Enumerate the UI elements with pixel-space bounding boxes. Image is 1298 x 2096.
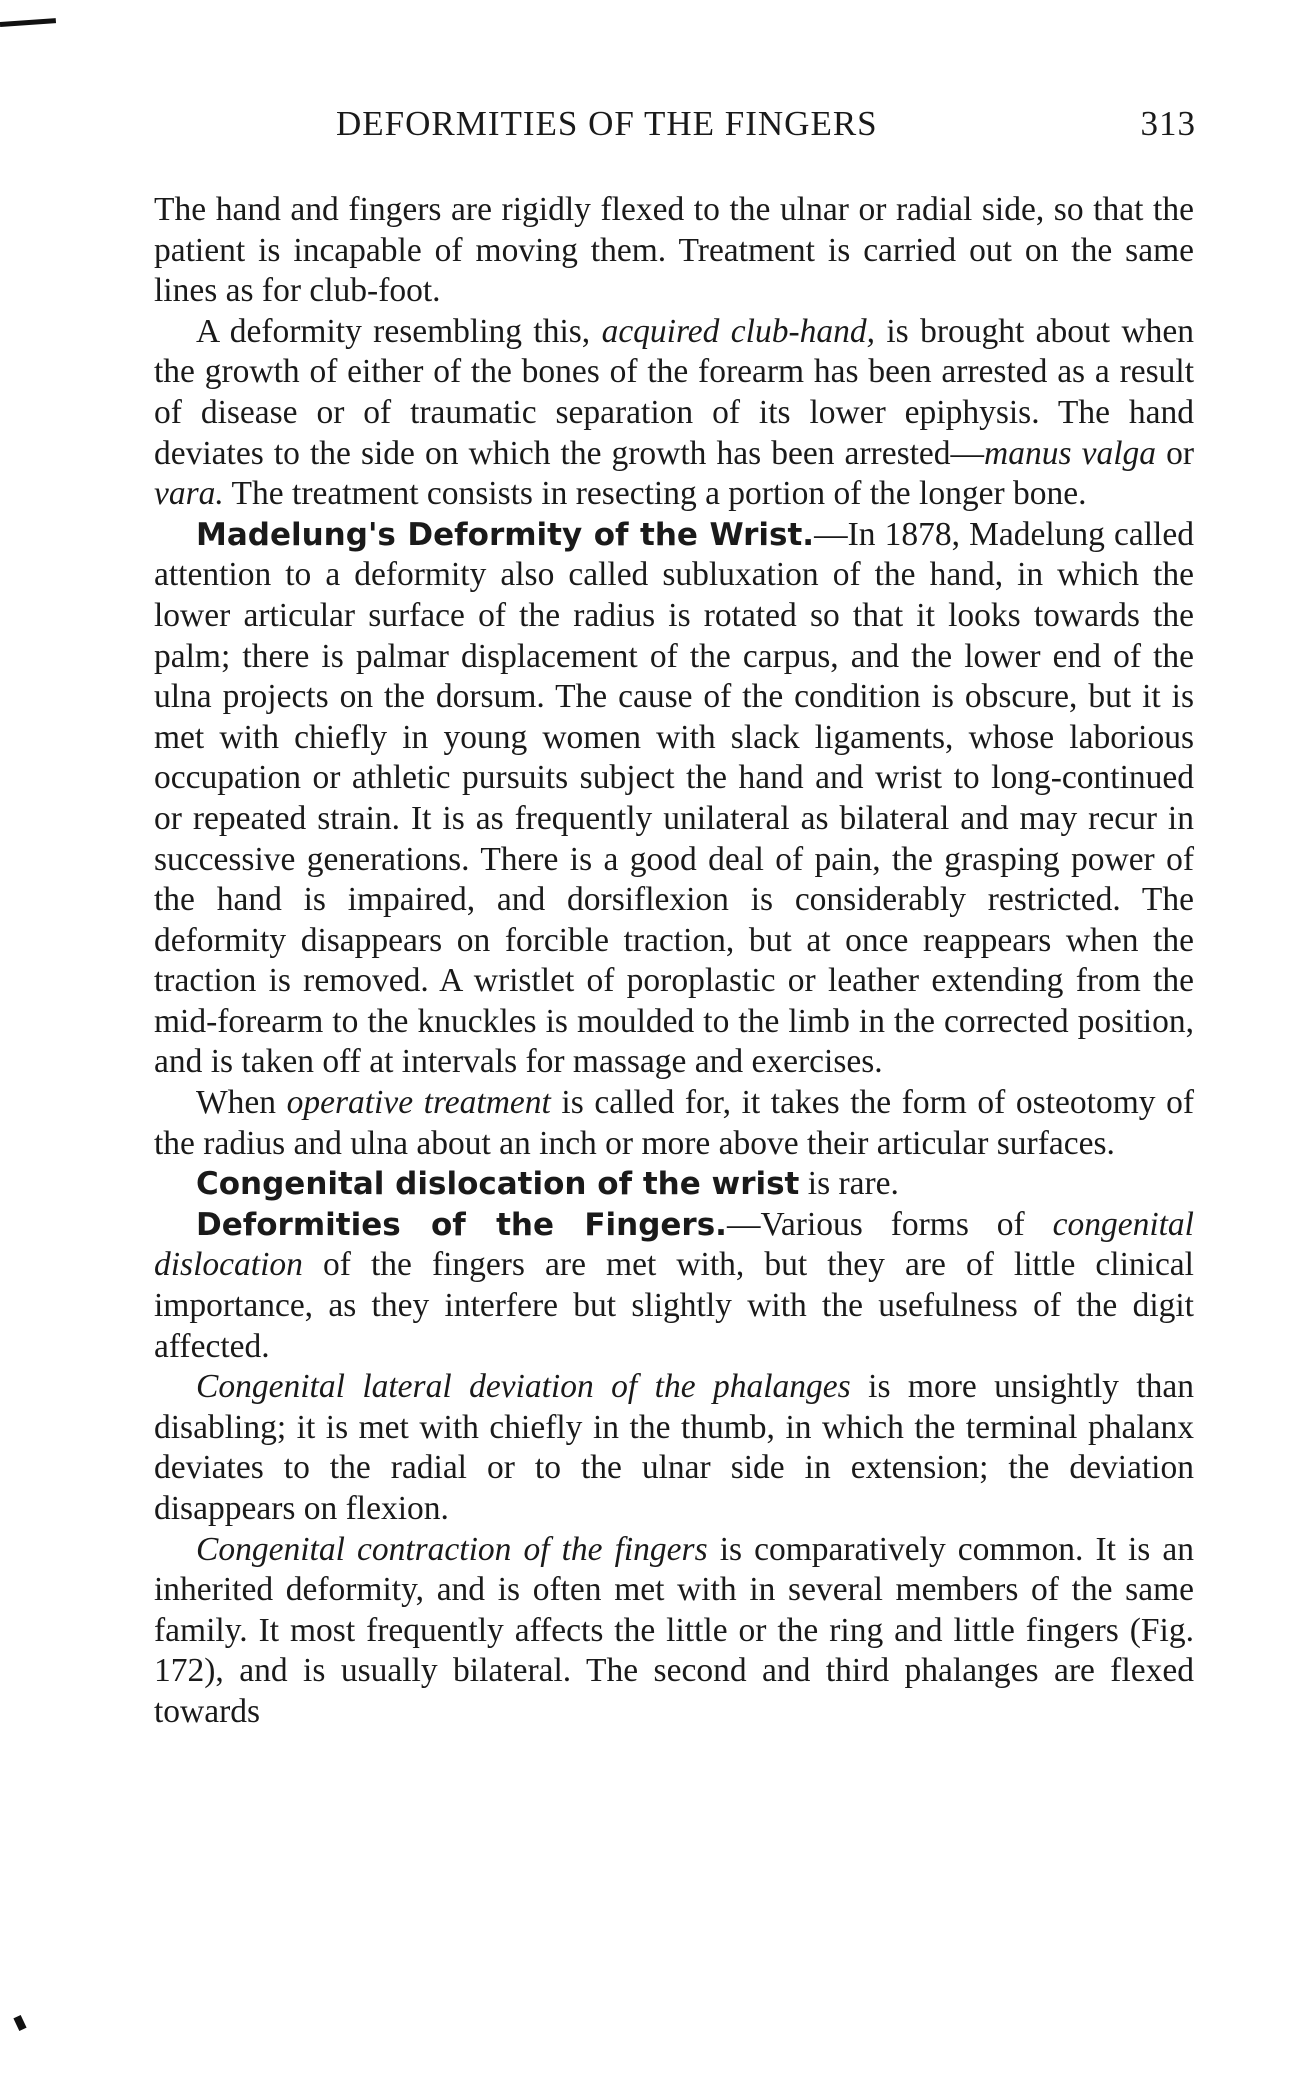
- section-heading: Deformities of the Fingers.: [196, 1206, 727, 1243]
- paragraph: [154, 515, 1194, 1083]
- italic-term: Congenital contraction of the fingers: [196, 1530, 708, 1568]
- paragraph-text: or: [1156, 434, 1195, 472]
- italic-term: operative treatment: [286, 1084, 551, 1122]
- paragraph: [154, 1083, 1194, 1164]
- scan-edge-mark: [13, 2015, 26, 2031]
- paragraph-text: is rare.: [799, 1165, 899, 1203]
- paragraph-text: is comparatively common. It is an inherited deformity, and is often met with in several members of the same family. It most frequently affects the little or the ring and little fingers (Fig. 172), and is usually bilateral. The second and third phalanges are flexed towards: [154, 1530, 1194, 1730]
- paragraph-text: is brought about when the growth of either of the bones of the forearm has been arrested as a result of disease or of traumatic separation of its lower epiphysis. The hand deviates to the side on which the growth has been arrested—: [154, 312, 1195, 472]
- paragraph-text: is more unsightly than disabling; it is met with chiefly in the thumb, in which the terminal phalanx deviates to the radial or to the ulnar side in extension; the deviation disappears on flexion.: [154, 1368, 1194, 1527]
- italic-term: vara.: [154, 475, 224, 513]
- paragraph: [154, 1205, 1194, 1367]
- paragraph: [154, 190, 1194, 312]
- body-text: [154, 190, 1194, 1733]
- paragraph-text: The hand and fingers are rigidly flexed to the ulnar or radial side, so that the patient is incapable of moving them. Treatment is carried out on the same lines as for club-foot.: [154, 191, 1194, 310]
- paragraph-text: A deformity resembling this,: [196, 312, 602, 350]
- paragraph-text: —Various forms of: [726, 1205, 1053, 1243]
- page-number: 313: [1140, 104, 1196, 143]
- italic-term: Congenital lateral deviation of the phalanges: [196, 1368, 851, 1406]
- italic-term: congenital dislocation: [154, 1205, 1194, 1284]
- paragraph: [154, 312, 1194, 515]
- italic-term: manus valga: [984, 434, 1157, 472]
- paragraph-text: of the fingers are met with, but they are of little clinical importance, as they interfere but slightly with the usefulness of the digit affected.: [154, 1246, 1194, 1365]
- paragraph-text: The treatment consists in resecting a portion of the longer bone.: [223, 475, 1087, 513]
- paragraph-text: —In 1878, Madelung called attention to a deformity also called subluxation of the hand, in which the lower articular surface of the radius is rotated so that it looks towards the palm; there is palmar displacement of the carpus, and the lower end of the ulna projects on the dorsum. The cause of the condition is obscure, but it is met with chiefly in young women with slack ligaments, whose laborious occupation or athletic pursuits subject the hand and wrist to long-continued or repeated strain. It is as frequently unilateral as bilateral and may recur in successive generations. There is a good deal of pain, the grasping power of the hand is impaired, and dorsiflexion is considerably restricted. The deformity disappears on forcible traction, but at once reappears when the traction is removed. A wristlet of poroplastic or leather extending from the mid-forearm to the knuckles is moulded to the limb in the corrected position, and is taken off at intervals for massage and exercises.: [154, 515, 1194, 1081]
- paragraph: [154, 1164, 1194, 1205]
- section-heading: Congenital dislocation of the wrist: [196, 1166, 800, 1203]
- paragraph-text: is called for, it takes the form of osteotomy of the radius and ulna about an inch or more above their articular surfaces.: [154, 1084, 1194, 1162]
- scan-edge-mark: [0, 18, 56, 27]
- section-heading: Madelung's Deformity of the Wrist.: [196, 516, 815, 553]
- paragraph: [154, 1530, 1194, 1733]
- paragraph-text: When: [196, 1084, 287, 1122]
- paragraph: [154, 1367, 1194, 1529]
- running-title: DEFORMITIES OF THE FINGERS: [336, 104, 878, 143]
- running-head: [156, 104, 1196, 152]
- italic-term: acquired club-hand,: [601, 312, 875, 350]
